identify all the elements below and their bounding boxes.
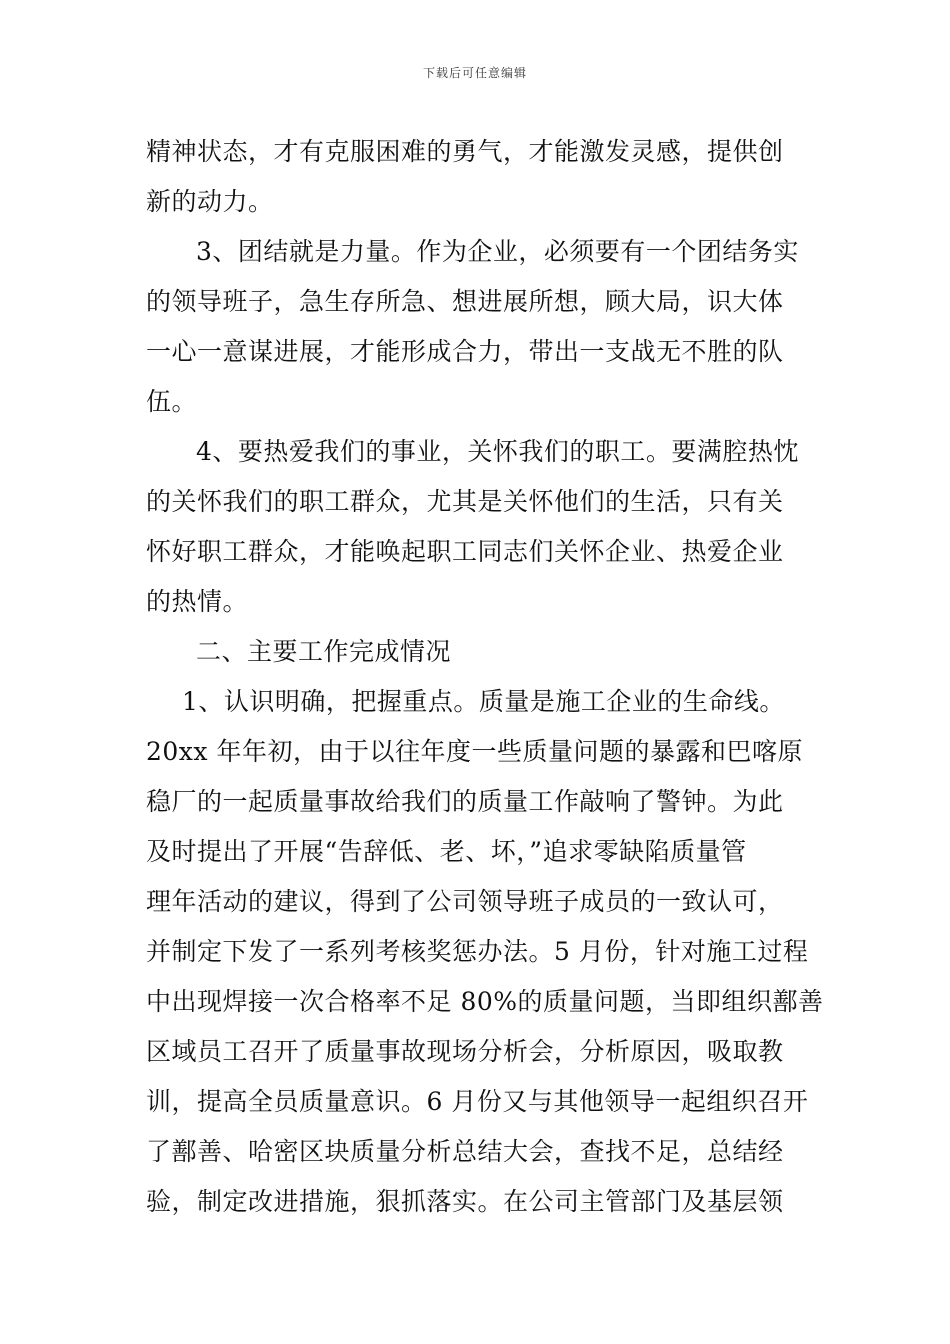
text-line: 怀好职工群众，才能唤起职工同志们关怀企业、热爱企业	[146, 537, 784, 566]
text-line: 的领导班子，急生存所急、想进展所想，顾大局，识大体	[146, 287, 784, 316]
text-line: 训，提高全员质量意识。6 月份又与其他领导一起组织召开	[146, 1087, 809, 1116]
text-line: 的关怀我们的职工群众，尤其是关怀他们的生活，只有关	[146, 487, 784, 516]
text-line: 并制定下发了一系列考核奖惩办法。5 月份，针对施工过程	[146, 937, 809, 966]
text-line: 理年活动的建议，得到了公司领导班子成员的一致认可，	[146, 887, 784, 916]
text-line: 了鄯善、哈密区块质量分析总结大会，查找不足，总结经	[146, 1137, 784, 1166]
document-body	[146, 127, 836, 1227]
text-line: 验，制定改进措施，狠抓落实。在公司主管部门及基层领	[146, 1187, 784, 1216]
text-line: 新的动力。	[146, 187, 274, 216]
text-line: 4、要热爱我们的事业，关怀我们的职工。要满腔热忱	[196, 437, 799, 466]
text-line: 稳厂的一起质量事故给我们的质量工作敲响了警钟。为此	[146, 787, 784, 816]
text-line: 1、认识明确，把握重点。质量是施工企业的生命线。	[182, 687, 785, 716]
text-line: 伍。	[146, 387, 198, 416]
text-line: 区域员工召开了质量事故现场分析会，分析原因，吸取教	[146, 1037, 784, 1066]
page-header: 下载后可任意编辑	[422, 66, 527, 80]
text-line: 的热情。	[146, 587, 249, 616]
text-line: 精神状态，才有克服困难的勇气，才能激发灵感，提供创	[146, 137, 784, 166]
text-line: 一心一意谋进展，才能形成合力，带出一支战无不胜的队	[146, 337, 784, 366]
section-heading: 二、主要工作完成情况	[196, 637, 452, 666]
text-line: 3、团结就是力量。作为企业，必须要有一个团结务实	[196, 237, 799, 266]
text-line: 中出现焊接一次合格率不足 80%的质量问题，当即组织鄯善	[146, 987, 824, 1016]
text-line: 及时提出了开展“告辞低、老、坏，”追求零缺陷质量管	[146, 837, 747, 866]
text-line: 20xx 年年初，由于以往年度一些质量问题的暴露和巴喀原	[146, 737, 803, 766]
